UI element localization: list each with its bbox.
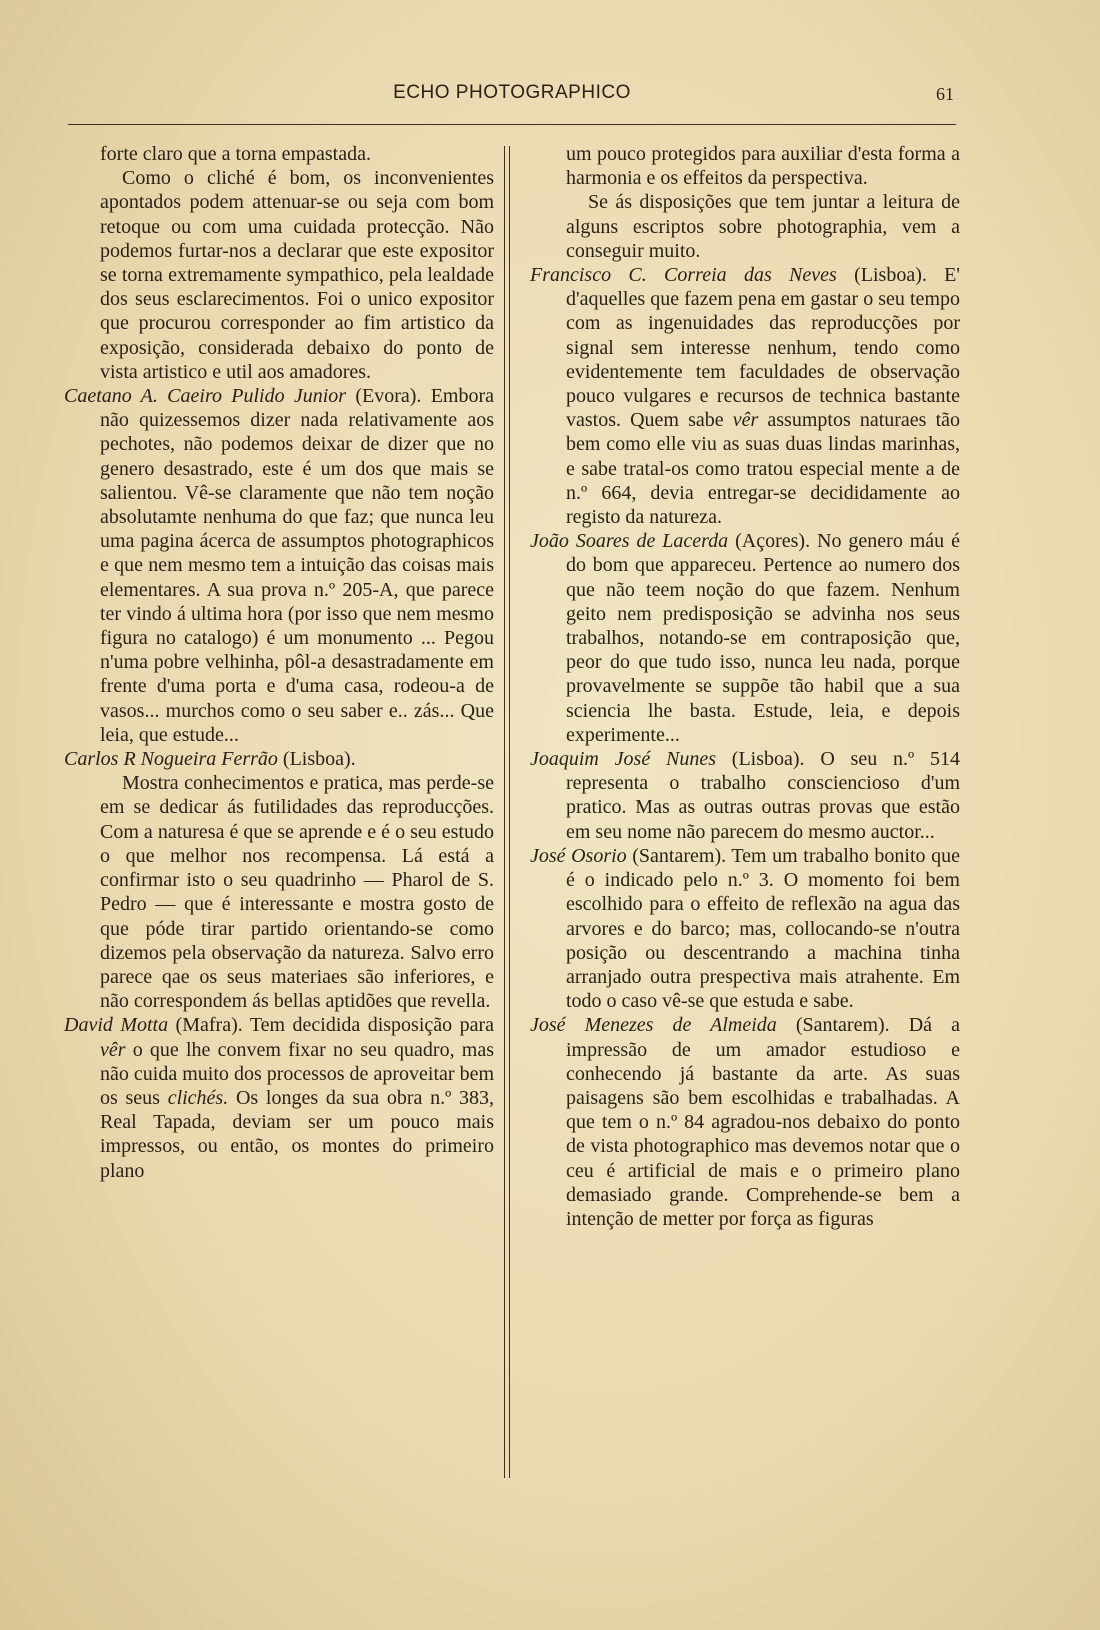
entry-text: o que lhe convem fixar no seu quadro, mas não cuida muito dos processos de aproveitar bem os seus (100, 1038, 494, 1109)
paragraph-text: Se ás disposições que tem juntar a leitura de alguns escriptos sobre photographia, vem a conseguir muito. (566, 191, 960, 262)
exhibitor-name: Caetano A. Caeiro Pulido Junior (64, 385, 347, 408)
paragraph (530, 142, 960, 190)
entry-text: (Lisboa). O seu n.º 514 representa o trabalho consciencioso d'um pratico. Mas as outras outras provas que estão em seu nome não parecem do mesmo auctor... (566, 748, 960, 843)
right-column (530, 142, 960, 1231)
entry-text: (Açores). No genero máu é do bom que appareceu. Pertence ao numero dos que não teem noção do que fazem. Nenhum geito nem predisposição se advinha nos seus trabalhos, notando-se em contraposição que, peor do que tudo isso, nunca leu nada, porque provavelmente se suppõe tão habil que a sua sciencia lhe basta. Estude, leia, e depois experimente... (566, 530, 960, 746)
exhibitor-entry (64, 1013, 494, 1182)
entry-text: assumptos naturaes tão bem como elle viu as suas duas lindas marinhas, e sabe tratal-os como tratou especial mente a de n.º 664, devia entregar-se decididamente ao registo da natureza. (566, 409, 960, 529)
exhibitor-name: João Soares de Lacerda (530, 530, 729, 553)
entry-text: (Mafra). Tem decidida disposição para (168, 1014, 494, 1037)
exhibitor-name: José Menezes de Almeida (530, 1014, 777, 1037)
paragraph (64, 142, 494, 166)
entry-text: (Evora). Embora não quizessemos dizer nada relativamente aos pechotes, não podemos deixar de dizer que no genero desastrado, este é um dos que mais se salientou. Vê-se claramente que não tem noção absolutamte nenhuma do que faz; que nunca leu uma pagina ácerca de assumptos photographicos e que nem mesmo tem a intuição das coisas mais elementares. A sua prova n.º 205-A, que parece ter vindo á ultima hora (por isso que nem mesmo figura no catalogo) é um monumento ... Pegou n'uma pobre velhinha, pôl-a desastradamente em frente d'uma porta e d'uma casa, rodeou-a de vasos... murchos como o seu saber e.. zás... Que leia, que estude... (100, 385, 494, 746)
paragraph-text: Mostra conhecimentos e pratica, mas perde-se em se dedicar ás futilidades das reproducções. Com a naturesa é que se aprende e é o seu estudo o que melhor nos recompensa. Lá está a confirmar isto o seu quadrinho — Pharol de S. Pedro — que é interessante e mostra gosto de que póde tirar partido orientando-se como dizemos pela observação da natureza. Salvo erro parece qae os seus materiaes são inferiores, e não correspondem ás bellas aptidões que revella. (100, 772, 494, 1013)
exhibitor-entry (530, 263, 960, 529)
header-rule (68, 124, 956, 125)
exhibitor-name: Joaquim José Nunes (530, 748, 716, 771)
entry-text: Os longes da sua obra n.º 383, Real Tapada, deviam ser um pouco mais impressos, ou então, os montes do primeiro plano (100, 1086, 495, 1182)
emphasis: vêr (100, 1038, 126, 1061)
entry-text: (Lisboa). E' d'aquelles que fazem pena em gastar o seu tempo com as ingenuidades das reproducções por signal sem interesse nenhum, tendo como evidentemente tem faculdades de observação pouco vulgares e recursos de technica bastante vastos. Quem sabe (566, 264, 961, 432)
emphasis: vêr (732, 409, 759, 432)
exhibitor-entry (64, 747, 494, 771)
exhibitor-entry (530, 529, 960, 747)
paragraph-text: um pouco protegidos para auxiliar d'esta forma a harmonia e os effeitos da perspectiva. (566, 143, 960, 190)
paragraph-text: Como o cliché é bom, os inconvenientes apontados podem attenuar-se ou seja com bom retoque ou com uma cuidada protecção. Não podemos furtar-nos a declarar que este expositor se torna extremamente sympathico, pela lealdade dos seus esclarecimentos. Foi o unico expositor que procurou corresponder ao fim artistico da exposição, considerada debaixo do ponto de vista artistico e util aos amadores. (100, 167, 494, 383)
entry-text: (Lisboa). (277, 748, 356, 771)
exhibitor-entry (64, 384, 494, 747)
exhibitor-name: José Osorio (530, 844, 627, 867)
exhibitor-name: Francisco C. Correia das Neves (530, 264, 837, 287)
page-header (68, 80, 956, 110)
paragraph (64, 166, 494, 384)
exhibitor-entry (530, 844, 960, 1013)
paragraph-text: forte claro que a torna empastada. (100, 143, 371, 165)
entry-text: (Santarem). Dá a impressão de um amador estudioso e conhecendo já bastante da arte. As suas paisagens são bem escolhidas e trabalhadas. A que tem o n.º 84 agradou-nos debaixo do ponto de vista photographico mas devemos notar que o ceu é artificial de mais e o primeiro plano demasiado grande. Comprehende-se bem a intenção de metter por força as figuras (566, 1014, 961, 1230)
paragraph (64, 771, 494, 1013)
exhibitor-entry (530, 747, 960, 844)
left-column (64, 142, 494, 1183)
exhibitor-name: Carlos R Nogueira Ferrão (64, 748, 278, 771)
entry-text: (Santarem). Tem um trabalho bonito que é o indicado pelo n.º 3. O momento foi bem escolhido para o effeito de reflexão na agua das arvores e do barco; mas, collocando-se n'outra posição ou descentrando a machina tinha arranjado outra prespectiva mais atrahente. Em todo o caso vê-se que estuda e sabe. (566, 844, 960, 1013)
exhibitor-name: David Motta (64, 1014, 169, 1037)
emphasis: clichés. (167, 1086, 229, 1109)
column-separator (504, 146, 510, 1478)
exhibitor-entry (530, 1013, 960, 1231)
page-number: 61 (936, 84, 954, 104)
paragraph (530, 190, 960, 263)
running-title: ECHO PHOTOGRAPHICO (393, 82, 631, 103)
